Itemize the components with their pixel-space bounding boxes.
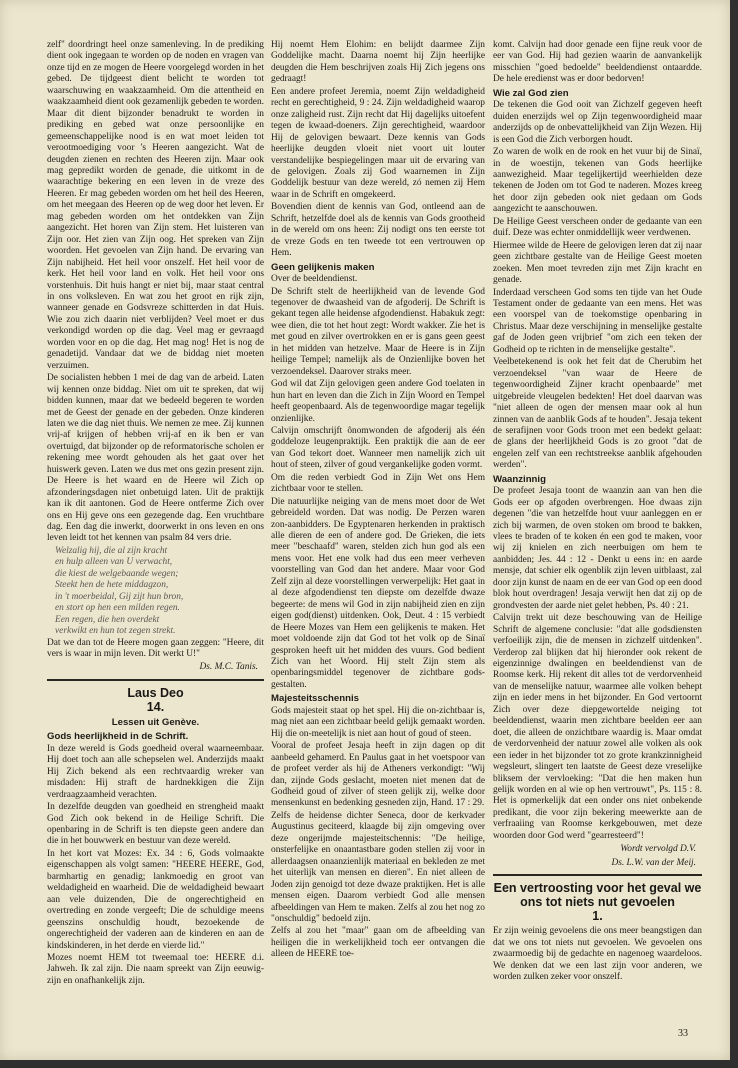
paragraph: komt. Calvijn had door genade een fijne reuk voor de eer van God. Hij had gezien waarin de aanvankelijk misschien "goed bedoelde" beeldendienst ontaardde. De hele eredienst was er door bedorven! [493, 40, 702, 85]
paragraph: Veelbetekenend is ook het feit dat de Cherubim het verzoendeksel "van waar de Heere de tegenwoordigheid Zijner kracht openbaarde" met uitgebreide vleugelen bedekten! Het doel daarvan was "niet alleen de ogen der mensen maar ook al hun zinnen van de aanblik Gods af te houden". Jesaja tekent de serafijnen voor Gods troon met een bedekt gelaat: de glans der heerlijkheid Gods is zo groot "dat de engelen zelf van een rechtstreekse aanblik afgehouden werden". [493, 357, 702, 471]
article-number: 1. [592, 909, 603, 924]
poem-line: verkwikt en hun tot zegen strekt. [55, 626, 176, 637]
page-number: 33 [678, 1028, 688, 1039]
paragraph: Een andere profeet Jeremia, noemt Zijn weldadigheid recht en gerechtigheid, 9 : 24. Zijn weldadigheid waarop onze zaligheid rust. Zijn recht dat Hij dagelijks uitoefent tegen de kwaad-doeners. Zijn gerechtigheid, waardoor Hij de gelovigen bewaart. Deze kennis van Gods heerlijke deugden vloeit niet voort uit louter verstandelijke bespiegelingen maar uit de ervaring van de gelovigen. Zoals zij God waarnemen in Zijn Goddelijk bestuur van deze wereld, zó nemen zij Hem waar in de Schrift en omgekeerd. [271, 86, 485, 200]
series-title: Laus Deo [127, 685, 184, 700]
author-signature: Ds. M.C. Tanis. [199, 662, 258, 673]
section-heading: Majesteitsschennis [271, 693, 359, 705]
poem-line: die kiest de welgebaande wegen; [55, 568, 179, 579]
section-heading: Waanzinnig [493, 473, 546, 485]
scan-edge [730, 0, 738, 1068]
paragraph: Vooral de profeet Jesaja heeft in zijn dagen op dit aanbeeld gehamerd. En Paulus gaat in het voetspoor van de profeet verder als hij de Atheners verkondigt: "Wij dan, zijnde Gods geslacht, moeten niet menen dat de Godheid goud of zilver of steen gelijk zij, welke door mensenkunst en bedenking gesneden zijn, Hand. 17 : 29. [271, 741, 485, 809]
paragraph: Er zijn weinig gevoelens die ons meer beangstigen dan dat we ons tot niets nut gevoelen. We gevoelen ons zwaarmoedig bij de gedachte en nagenoeg waardeloos. We denken dat we een last zijn voor anderen, we worden zulken zeker voor onszelf. [493, 926, 702, 982]
poem-line: in 't moerbeidal, Gij zijt hun bron, [55, 591, 184, 602]
paragraph: Om die reden verbiedt God in Zijn Wet ons Hem zichtbaar voor te stellen. [271, 472, 485, 495]
article-title [47, 686, 264, 714]
article-subtitle: Lessen uit Genève. [111, 716, 200, 728]
paragraph: Hij noemt Hem Elohim: en belijdt daarmee Zijn Goddelijke macht. Daarna noemt hij Zijn heerlijke deugden die Hem beschrijven zoals Hij Zich jegens ons gedraagt! [271, 40, 485, 85]
section-heading: Wie zal God zien [493, 87, 569, 99]
author-signature: Ds. L.W. van der Meij. [611, 857, 696, 868]
paragraph: De Heilige Geest verscheen onder de gedaante van een duif. Deze was echter onmiddellijk weer verdwenen. [493, 216, 702, 239]
section-divider [493, 874, 702, 876]
paragraph: Hiermee wilde de Heere de gelovigen leren dat zij naar geen zichtbare gestalte van de Heilige Geest moeten zoeken. Men moet tevreden zijn met Zijn kracht en genade. [493, 240, 702, 286]
paragraph: De Schrift stelt de heerlijkheid van de levende God tegenover de dwaasheid van de afgoderij. De Schrift is gekant tegen alle heidense afgodendienst. Habakuk zegt: wee dien, die tot het hout zegt: Wordt wakker. Zie het is met goud en zilver overtrokken en er is gans geen geest in het midden van hetzelve. Maar de Heere is in Zijn heilige Tempel; namelijk als de Onzienlijke boven het verzoendeksel. Daarover straks meer. [271, 286, 485, 377]
poem-line: en stort op hen een milden regen. [55, 603, 180, 614]
paragraph: Mozes noemt HEM tot tweemaal toe: HEERE d.i. Jahweh. Ik zal zijn. Die naam spreekt van Zijn eeuwig-zijn en onafhankelijk zijn. [47, 952, 264, 986]
paragraph: Bovendien dient de kennis van God, ontleend aan de Schrift, hetzelfde doel als de kennis van Gods grootheid in de wereld om ons heen: Zij nodigt ons ten eerste tot de vreze Gods en ten tweede tot een vertrouwen op Hem. [271, 202, 485, 259]
section-heading: Geen gelijkenis maken [271, 261, 375, 273]
paragraph: Inderdaad verscheen God soms ten tijde van het Oude Testament onder de gedaante van een mens. Het was een voorspel van de toekomstige openbaring in Christus. Maar deze verschijning in menselijke gestalte gaf de Joden geen vrijbrief "om zich een teken der Godheid op te richten in de menselijke gestalte". [493, 287, 702, 355]
column-left [47, 40, 264, 988]
section-heading: Gods heerlijkheid in de Schrift. [47, 731, 189, 743]
series-number: 14. [146, 699, 165, 714]
article-title [493, 881, 702, 923]
column-right [493, 40, 702, 984]
poem-line: Steekt hen de hete middagzon, [55, 580, 169, 591]
paragraph: Over de beeldendienst. [271, 274, 358, 285]
section-divider [47, 679, 264, 681]
paragraph: Die natuurlijke neiging van de mens moet door de Wet gebreideld worden. Dat was nodig. De Perzen waren zon-aanbidders. De Egyptenaren herkenden in praktisch alle dieren de een of andere god. De Grieken, die iets meer "beschaafd" waren, stelden zich hun god als een mens voor. Het ene volk had dus een meer verheven voorstelling van God dan het andere. Maar voor God Zelf zijn al deze voorstellingen verwerpelijk: Het gaat in al deze afgodendienst ten diepste om dezelfde dwaze begeerte: de mens wil God in zijn nabijheid zien en zijn eigen god(dienst) uitdenken. Ook, Deut. 4 : 15 verbiedt de Heere Mozes van Hem een gelijkenis te maken. Het moet voldoende zijn dat God tot het volk op de Sinaï gesproken heeft uit het midden des vuurs. God bedient Zich van het Woord. Hij stelt Zijn stem als openbaringsmiddel tegenover de zichtbare gods-gestalten. [271, 496, 485, 690]
paragraph: De socialisten hebben 1 mei de dag van de arbeid. Laten wij kennen onze biddag. Niet om uit te spreken, dat wij bidden kunnen, maar dat we bedeeld begeren te worden met de Geest der genade en der gebeden. Onze kinderen laten we die dag niet thuis. We nemen ze mee. Zij kunnen vrij-af krijgen of hebben vrij-af en ik ben er van overtuigd, dat bijzonder op de reformatorische scholen er rekening mee wordt gehouden als het gaat over het huiswerk geven. Laten we dus met ons gezin present zijn. De Heere is het waard en de Heere wil Zich op afzonderingsdagen niet onbetuigd laten. Uit de praktijk kan ik dit aantonen. God de Heere ontferme Zich over ons en Hij geve ons een gezegende dag. Een vruchtbare dag. Een dag die inwerkt, doorwerkt in ons leven en ons leven leidt tot het kennen van psalm 84 vers drie. [47, 373, 264, 544]
poem-line: Een regen, die hen overdekt [55, 614, 160, 625]
paragraph: Gods majesteit staat op het spel. Hij die on-zichtbaar is, mag niet aan een zichtbaar beeld gelijk gemaakt worden. Hij die on-meetelijk is niet aan hout of goud of steen. [271, 705, 485, 739]
continuation-note: Wordt vervolgd D.V. [620, 844, 696, 855]
poem-line: Welzalig hij, die al zijn kracht [55, 545, 168, 556]
paragraph: De tekenen die God ooit van Zichzelf gegeven heeft duiden enerzijds wel op Zijn tegenwoordigheid maar anderzijds op de onbevattelijkheid van Zijn Wezen. Hij is een God die Zich verborgen houdt. [493, 100, 702, 145]
paragraph: Zo waren de wolk en de rook en het vuur bij de Sinaï, in de woestijn, tekenen van Gods heerlijke aanwezigheid. Maar tegelijkertijd weerhielden deze tekenen de Joden om tot God te naderen. Mozes kreeg het door zijn gebeden ook niet gedaan om Gods aangezicht te aanschouwen. [493, 147, 702, 215]
paragraph: In dezelfde deugden van goedheid en strengheid maakt God Zich ook bekend in de Heilige Schrift. Die openbaring in de Schrift is ten diepste geen andere dan die in het bouwwerk en bestuur van deze wereld. [47, 802, 264, 847]
psalm-quote [47, 546, 264, 638]
paragraph: In deze wereld is Gods goedheid overal waarneembaar. Hij doet toch aan alle schepselen wel. Anderzijds maakt Hij Zich bekend als een rechtvaardig wreker van misdaden: Hij straft de hardnekkigen die Zijn verdraagzaamheid verachten. [47, 743, 264, 800]
paragraph: God wil dat Zijn gelovigen geen andere God toelaten in hun hart en leven dan die Zich in Zijn Woord en Tempel heeft geopenbaard. Als de tegenwoordige magar tegelijk onzienlijke. [271, 379, 485, 424]
paragraph: Dat we dan tot de Heere mogen gaan zeggen: "Heere, dit vers is waar in mijn leven. Dit werkt U!" [47, 637, 264, 660]
paragraph: Zelfs de heidense dichter Seneca, door de kerkvader Augustinus geciteerd, klaagde bij zijn omgeving over deze ongerijmde majesteitschennis: "De heilige, onsterfelijke en onaantastbare goden stellen zij voor in allerdaagsen onaanzienlijk materiaal en bekleden ze met het uiterlijk van mensen en dieren". En niet alleen de Joden zijn genoigd tot deze dwaze praktijken. Het is alle mensen eigen. Daarom verbiedt God alle mensen afbeeldingen van Hem te maken. Zelfs al zou het nog zo "onschuldig" bedoeld zijn. [271, 810, 485, 924]
paragraph: zelf" doordringt heel onze samenleving. In de prediking dient ook ingegaan te worden op de noden en vragen van onze tijd en ze mogen de Heere voorgelegd worden in het gebed. De tijdgeest dient belicht te worden tot waarschuwing en waakzaamheid. Om die attentheid en waakzaamheid dient ook gezamenlijk gebeden te worden. Maar dit dient bijzonder benadrukt te worden in prediking en gebed wat onze persoonlijke en gemeenschappelijke nood is en wat moet leiden tot verootmoediging voor 's Heeren aangezicht. Wat de deugden zienen en rechten des Heeren zijn. Maar ook mag gepredikt worden de genade, die uitkomt in de waarachtige bekering en een leven in de vreze des Heeren. Er mag gebeden worden om het heil des Heeren, om het meegaan des Heeren op de weg door het leven. Er mag gebeden worden om het ontdekken van Zijn aangezicht. Het horen van Zijn stem. Het luisteren van Zijn oor. Het zien van Zijn oog. Het spreken van Zijn woorden. Het gevoelen van Zijn hand. De ervaring van Zijn nabijheid. Het heil voor onszelf. Het heil voor de kerk. Het heil voor land en volk. Het heil voor ons vorstenhuis. Dit huis hangt er niet bij, maar staat central in ons volksleven. En wat zou het groot en rijk zijn, wanneer genade en Godsvreze schitterden in dat Huis. Wie zou zich daarin niet verblijden? Veel moet er dus verkondigd worden op die dag. Veel mag er gevraagd worden voor en op die dag. Het mag nog! Het is nog de genadetijd. Vandaar dat we de biddag niet moeten verzuimen. [47, 40, 264, 371]
paragraph: Zelfs al zou het "maar" gaan om de afbeelding van heiligen die in werkelijkheid toch eer ontvangen die alleen de HEERE toe- [271, 926, 485, 960]
paragraph: In het kort vat Mozes: Ex. 34 : 6, Gods volmaakte eigenschappen als volgt samen: "HEERE HEERE, God, barmhartig en genadig; lankmoedig en groot van weldadigheid en waarheid. Die de weldadigheid bewaart aan vele duizenden, Die de ongerechtigheid en overtreding en zonde vergeeft; Die de schuldige meens geenszins onschuldig houdt, bezoekende de ongerechtigheid der vaderen aan de kinderen en aan de kindskinderen, in het derde en vierde lid." [47, 848, 264, 951]
column-middle [271, 40, 485, 962]
paragraph: Calvijn omschrijft ônomwonden de afgoderij als één goddeloze leugenpraktijk. Een praktijk die aan de eer van God tekort doet. Wanneer men namelijk zich uit hout of steen, zilver of goud vergankelijke goden vormt. [271, 425, 485, 471]
paragraph: De profeet Jesaja toont de waanzin aan van hen die Gods eer op afgoden overbrengen. Hoe dwaas zijn degenen "die van hetzelfde hout vuur aanleggen en er zich bij warmen, de oven stoken om brood te bakken, vlees te braden of te koken én een god te maken, voor wij zij knielen en zich neerbuigen om hem te aanbidden; Jes. 44 : 12 - Denkt u eens in: en aarde mensje, dat schier elk ogenblik zijn leven uitblaast, zal door zijn kunst de naam en de eer van God op een dood blok hout overdragen! Jesaja verwijt hen dat zij op de grondvesten der aarde niet gelet hebben, Ps. 40 : 21. [493, 486, 702, 611]
article-heading: Een vertroosting voor het geval we ons tot niets nut gevoelen [493, 881, 702, 910]
paragraph: Calvijn trekt uit deze beschouwing van de Heilige Schrift de algemene conclusie: "dat alle godsdiensten verfoeilijk zijn, die de mensen in zichzelf uitdenken". Verderop zal blijken dat hij hieronder ook rekent de eigenzinnige dwalingen en beeldendienst van de Roomse kerk. Hij rekent dit alles tot de verdorvenheid van de menselijke natuur, waarmee alle volken behept zijn en ieder mens in het bijzonder. En God vertoornt Zich over deze diepgewortelde neiging tot beeldendienst, waarin men zichtbare beelden eer aan doet, die alleen de onzichtbare waardig is. Maar omdat de verdorvenheid der natuur zowel alle volken als ook een ieder in het bijzonder tot zo grote krankzinnigheid wegsleurt, slingert ten laatste de Geest deze vreselijke bliksem der vervloeking: "Dat die hen maken hun gelijk worden en al wie op hen vertrouwt", Ps. 115 : 8. Het is opmerkelijk dat een onder ons niet onbekende predikant, die voor zijn bekering meewerkte aan de verfraaiing van Roomse kerkgebouwen, met deze woorden door God werd "gearresteerd"! [493, 613, 702, 841]
poem-line: en hulp alleen van U verwacht, [55, 557, 173, 568]
scan-edge [0, 1060, 738, 1068]
